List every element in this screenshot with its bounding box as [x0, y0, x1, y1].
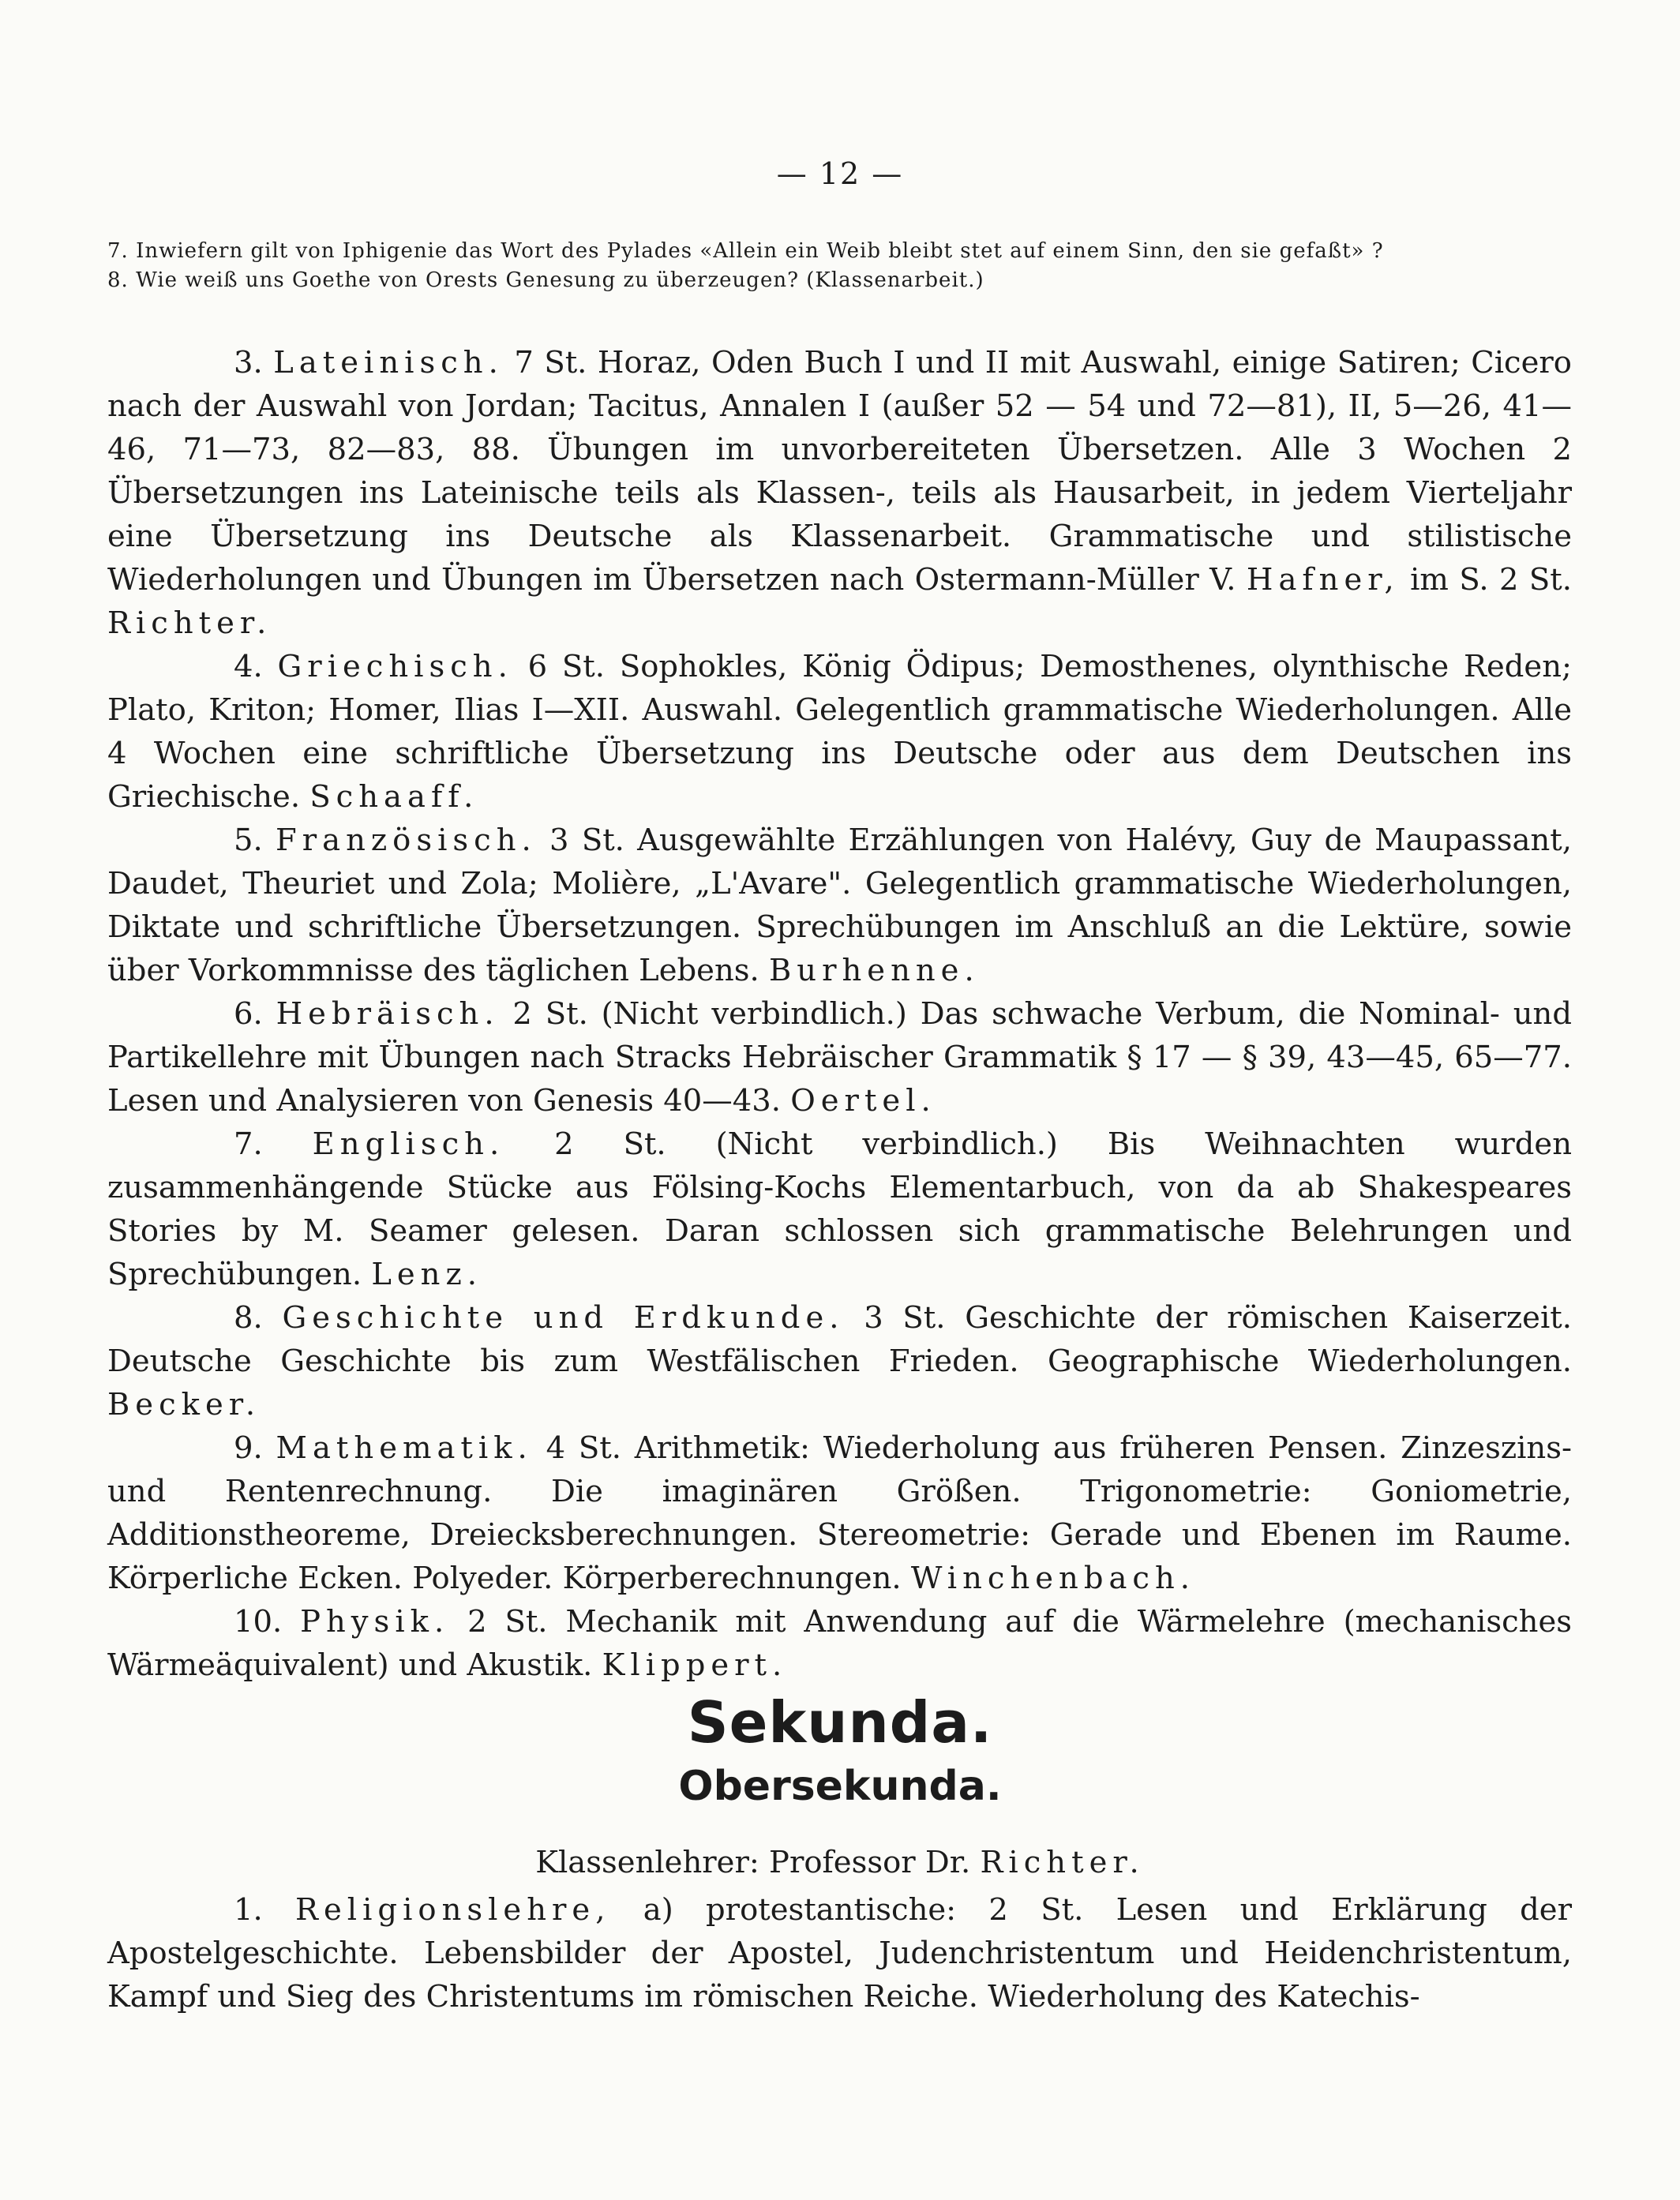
subject-physics: 10. Physik. 2 St. Mechanik mit Anwendung auf die Wärmelehre (mechanisches Wärmeäquivalent) und Akustik. Klippert.: [107, 1604, 1572, 1683]
teacher-name: Lenz.: [371, 1257, 482, 1292]
teacher-name: Klippert.: [602, 1647, 788, 1683]
subject-mathematics: 9. Mathematik. 4 St. Arithmetik: Wiederholung aus früheren Pensen. Zinzeszins- und Rentenrechnung. Die imaginären Größen. Trigonometrie: Goniometrie, Additionstheoreme, Dreiecksberechnungen. Stereometrie: Gerade und Ebenen im Raume. Körperliche Ecken. Polyeder. Körperberechnungen. Winchenbach.: [107, 1430, 1572, 1596]
subject-title: Französisch.: [276, 823, 537, 858]
class-teacher-line: Klassenlehrer: Professor Dr. Richter.: [535, 1845, 1145, 1880]
subject-title: Geschichte und Erdkunde.: [282, 1300, 845, 1336]
teacher-name: Richter.: [107, 605, 272, 641]
subject-french: 5. Französisch. 3 St. Ausgewählte Erzählungen von Halévy, Guy de Maupassant, Daudet, Theuriet und Zola; Molière, „L'Avare". Gelegentlich grammatische Wiederholungen, Diktate und schriftliche Übersetzungen. Sprechübungen im Anschluß an die Lektüre, sowie über Vorkommnisse des täglichen Lebens. Burhenne.: [107, 823, 1572, 988]
teacher-name: Richter.: [980, 1845, 1145, 1880]
teacher-name: Becker.: [107, 1387, 261, 1422]
subject-history-geography: 8. Geschichte und Erdkunde. 3 St. Geschichte der römischen Kaiserzeit. Deutsche Geschichte bis zum Westfälischen Frieden. Geographische Wiederholungen. Becker.: [107, 1300, 1572, 1422]
subject-title: Englisch.: [312, 1126, 505, 1162]
section-headings: [0, 1686, 1680, 1814]
subject-latin: 3. Lateinisch. 7 St. Horaz, Oden Buch I und II mit Auswahl, einige Satiren; Cicero nach der Auswahl von Jordan; Tacitus, Annalen I (außer 52 — 54 und 72—81), II, 5—26, 41—46, 71—73, 82—83, 88. Übungen im unvorbereiteten Übersetzen. Alle 3 Wochen 2 Übersetzungen ins Lateinische teils als Klassen-, teils als Hausarbeit, in jedem Vierteljahr eine Übersetzung ins Deutsche als Klassenarbeit. Grammatische und stilistische Wiederholungen und Übungen im Übersetzen nach Ostermann-Müller V. Hafner, im S. 2 St. Richter.: [107, 345, 1573, 641]
section-title-sekunda: Sekunda.: [687, 1689, 993, 1756]
curriculum-body: [107, 341, 1572, 1687]
subject-title: Lateinisch.: [273, 345, 504, 380]
subject-greek: 4. Griechisch. 6 St. Sophokles, König Ödipus; Demosthenes, olynthische Reden; Plato, Kriton; Homer, Ilias I—XII. Auswahl. Gelegentlich grammatische Wiederholungen. Alle 4 Wochen eine schriftliche Übersetzung ins Deutsche oder aus dem Deutschen ins Griechische. Schaaff.: [107, 649, 1572, 815]
teacher-name: Schaaff.: [309, 779, 479, 815]
subject-title: Hebräisch.: [276, 996, 500, 1032]
subject-hebrew: 6. Hebräisch. 2 St. (Nicht verbindlich.) Das schwache Verbum, die Nominal- und Partikellehre mit Übungen nach Stracks Hebräischer Grammatik § 17 — § 39, 43—45, 65—77. Lesen und Analysieren von Genesis 40—43. Oertel.: [107, 996, 1572, 1119]
subject-title: Mathematik.: [276, 1430, 533, 1466]
exam-topics-list: [107, 237, 1572, 295]
teacher-name: Burhenne.: [769, 953, 980, 988]
exam-topic-8: 8. Wie weiß uns Goethe von Orests Genesung zu überzeugen? (Klassenarbeit.): [107, 268, 984, 292]
subject-title: Religionslehre,: [295, 1892, 611, 1928]
subject-religion: 1. Religionslehre, a) protestantische: 2 St. Lesen und Erklärung der Apostelgeschichte. Lebensbilder der Apostel, Judenchristentum und Heidenchristentum, Kampf und Sieg des Christentums im römischen Reiche. Wiederholung des Katechis-: [107, 1892, 1572, 2014]
teacher-name: Oertel.: [790, 1083, 936, 1119]
subject-title: Physik.: [300, 1604, 450, 1640]
teacher-name: Winchenbach.: [910, 1561, 1196, 1596]
exam-topic-7: 7. Inwiefern gilt von Iphigenie das Wort des Pylades «Allein ein Weib bleibt stet auf einem Sinn, den sie gefaßt» ?: [107, 239, 1384, 263]
teacher-name: Hafner,: [1246, 562, 1400, 598]
section-title-obersekunda: Obersekunda.: [678, 1763, 1002, 1810]
obersekunda-body: [107, 1888, 1572, 2018]
subject-title: Griechisch.: [277, 649, 513, 684]
page-number: — 12 —: [776, 156, 904, 191]
subject-english: 7. Englisch. 2 St. (Nicht verbindlich.) Bis Weihnachten wurden zusammenhängende Stücke aus Fölsing-Kochs Elementarbuch, von da ab Shakespeares Stories by M. Seamer gelesen. Daran schlossen sich grammatische Belehrungen und Sprechübungen. Lenz.: [107, 1126, 1572, 1292]
